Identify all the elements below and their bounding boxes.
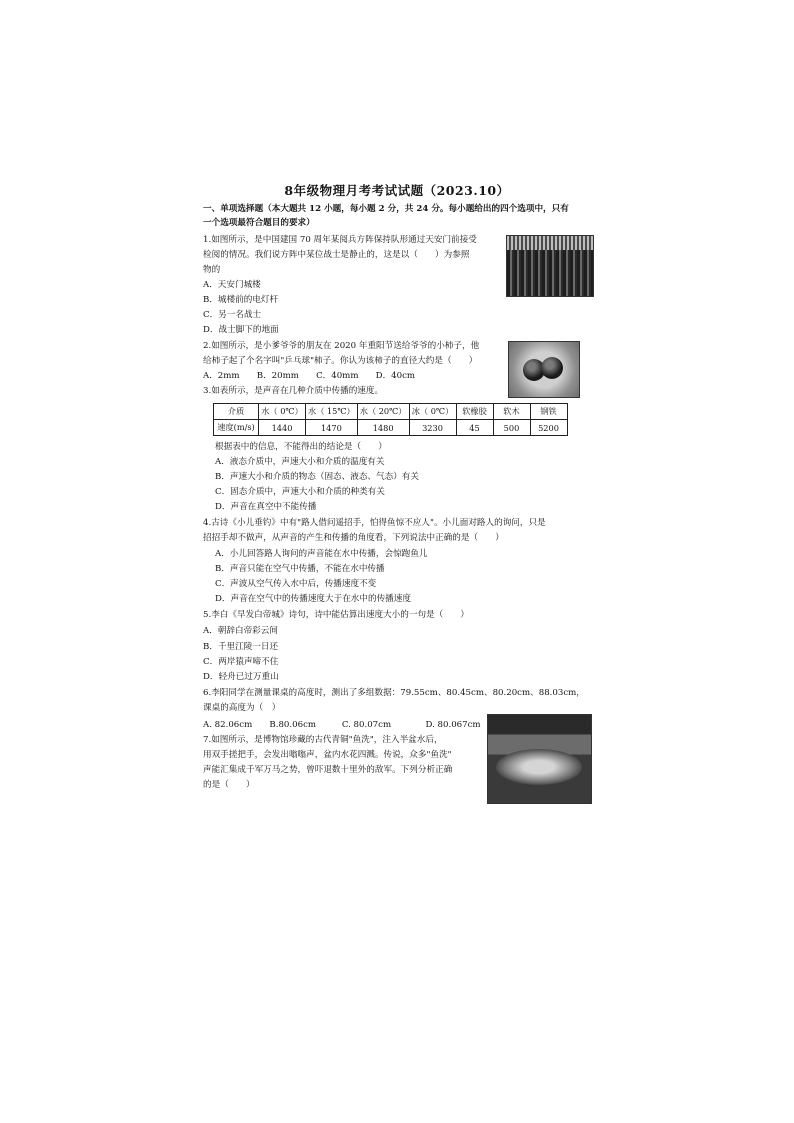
q1-option-a: A．天安门城楼 xyxy=(203,280,261,290)
section-heading-line-2: 一个选项最符合题目的要求） xyxy=(203,218,315,228)
q1-stem-line-1: 1.如图所示，是中国建国 70 周年某阅兵方阵保持队形通过天安门前接受 xyxy=(203,235,477,245)
table-row xyxy=(214,420,568,436)
q1-stem-line-2: 检阅的情况。我们说方阵中某位战士是静止的，这是以（ ）为参照 xyxy=(203,250,470,260)
q2-stem-line-2: 给柿子起了个名字叫"乒乓球"柿子。你认为该柿子的直径大约是（ ） xyxy=(203,356,478,366)
q3-option-c: C．固态介质中，声速大小和介质的种类有关 xyxy=(215,487,385,497)
q6-stem-line-1: 6.李阳同学在测量课桌的高度时，测出了多组数据：79.55cm、80.45cm、80.20cm、88.03cm， xyxy=(203,688,585,698)
q3-option-d: D．声音在真空中不能传播 xyxy=(215,502,317,512)
sound-speed-table xyxy=(213,403,568,436)
q5-option-b: B．千里江陵一日还 xyxy=(203,642,279,652)
section-heading-line-1: 一、单项选择题（本大题共 12 小题，每小题 2 分，共 24 分。每小题给出的四个选项中，只有 xyxy=(203,204,569,214)
q4-option-c: C．声波从空气传入水中后，传播速度不变 xyxy=(215,579,377,589)
q4-option-d: D．声音在空气中的传播速度大于在水中的传播速度 xyxy=(215,594,411,604)
table-cell: 1440 xyxy=(259,420,306,436)
q5-option-d: D．轻舟已过万重山 xyxy=(203,672,279,682)
table-cell: 冰（ 0℃） xyxy=(409,404,456,420)
q4-option-b: B．声音只能在空气中传播，不能在水中传播 xyxy=(215,564,385,574)
q4-option-a: A．小儿回答路人询问的声音能在水中传播，会惊跑鱼儿 xyxy=(215,549,428,559)
table-cell: 1470 xyxy=(306,420,358,436)
q4-stem-line-1: 4.古诗《小儿垂钓》中有"路人借问遥招手，怕得鱼惊不应人"。小儿面对路人的询问，只是 xyxy=(203,518,546,528)
q3-stem: 3.如表所示，是声音在几种介质中传播的速度。 xyxy=(203,386,384,396)
table-cell: 3230 xyxy=(409,420,456,436)
q3-option-b: B．声速大小和介质的物态（固态、液态、气态）有关 xyxy=(215,472,419,482)
table-cell: 水（ 20℃） xyxy=(357,404,409,420)
q5-option-a: A．朝辞白帝彩云间 xyxy=(203,626,278,636)
table-cell: 钢铁 xyxy=(530,404,567,420)
q7-stem-line-1: 7.如图所示，是博物馆珍藏的古代青铜"鱼洗"，注入半盆水后， xyxy=(203,735,443,745)
q7-stem-line-2: 用双手搓把手，会发出嗡嗡声，盆内水花四溅。传说，众多"鱼洗" xyxy=(203,750,452,760)
q3-option-a: A．液态介质中，声速大小和介质的温度有关 xyxy=(215,457,385,467)
q1-option-c: C．另一名战士 xyxy=(203,310,262,320)
table-cell: 45 xyxy=(456,420,493,436)
bronze-basin-photo xyxy=(487,714,592,804)
q1-stem-line-3: 物的 xyxy=(203,265,221,275)
q3-lead: 根据表中的信息，不能得出的结论是（ ） xyxy=(215,442,387,452)
table-cell: 速度(m/s) xyxy=(214,420,259,436)
parade-photo xyxy=(506,235,594,297)
table-cell: 水（ 15℃） xyxy=(306,404,358,420)
table-header-row xyxy=(214,404,568,420)
q2-options: A．2mm B．20mm C．40mm D．40cm xyxy=(203,371,416,381)
persimmon-photo xyxy=(508,341,580,398)
q7-stem-line-3: 声能汇集成千军万马之势，曾吓退数十里外的敌军。下列分析正确 xyxy=(203,765,453,775)
table-cell: 水（ 0℃） xyxy=(259,404,306,420)
q1-option-d: D．战士脚下的地面 xyxy=(203,325,279,335)
table-cell: 1480 xyxy=(357,420,409,436)
table-cell: 软木 xyxy=(493,404,530,420)
persimmon-fruit xyxy=(541,357,563,379)
q7-stem-line-4: 的是（ ） xyxy=(203,780,255,790)
q6-stem-line-2: 课桌的高度为（ ） xyxy=(203,703,281,713)
q5-stem: 5.李白《早发白帝城》诗句，诗中能估算出速度大小的一句是（ ） xyxy=(203,610,470,620)
table-cell: 介质 xyxy=(214,404,259,420)
page-title: 8年级物理月考考试试题（2023.10） xyxy=(284,183,510,198)
q2-stem-line-1: 2.如图所示，是小爹爷爷的朋友在 2020 年重阳节送给爷爷的小柿子，他 xyxy=(203,341,480,351)
table-cell: 5200 xyxy=(530,420,567,436)
q6-options: A. 82.06cm B.80.06cm C. 80.07cm D. 80.067cm xyxy=(203,720,481,730)
basin-shape xyxy=(496,749,582,785)
q1-option-b: B．城楼前的电灯杆 xyxy=(203,295,279,305)
q4-stem-line-2: 招招手却不做声，从声音的产生和传播的角度看，下列说法中正确的是（ ） xyxy=(203,533,504,543)
q5-option-c: C．两岸猿声啼不住 xyxy=(203,657,279,667)
table-cell: 软橡胶 xyxy=(456,404,493,420)
table-cell: 500 xyxy=(493,420,530,436)
